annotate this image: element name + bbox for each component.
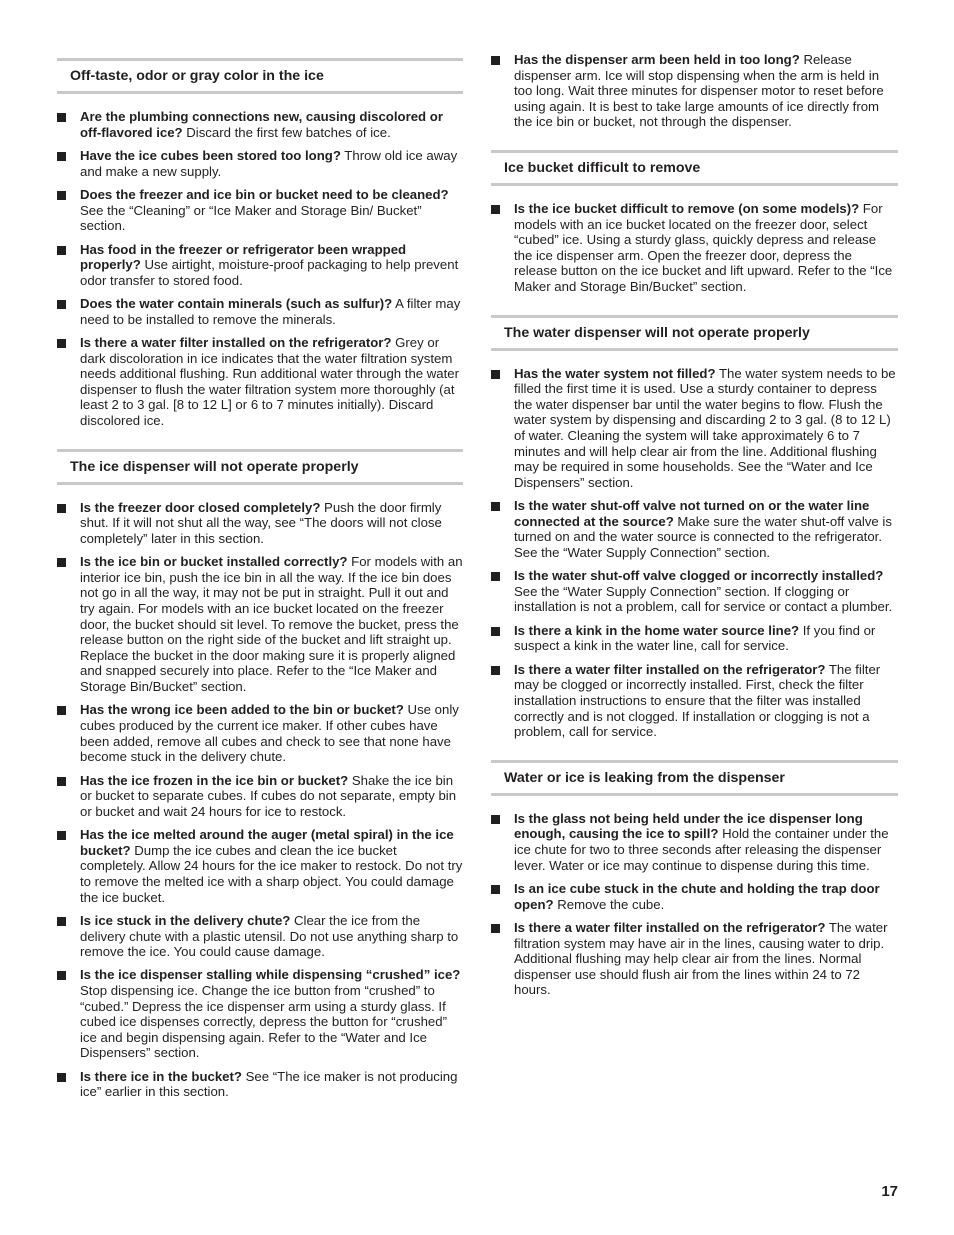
question: Has the ice melted around the auger (metal spiral) in the ice bucket? — [80, 827, 454, 858]
bullet-square-icon — [57, 1073, 66, 1082]
answer: A filter may need to be installed to remove the minerals. — [80, 296, 461, 327]
question: Is there ice in the bucket? — [80, 1068, 242, 1084]
answer: Hold the container under the ice chute for two to three seconds after releasing the dispenser lever. Water or ice may continue to dispense during this time. — [514, 826, 889, 873]
bullet-square-icon — [491, 572, 500, 581]
list-item — [491, 366, 898, 491]
answer: The water system needs to be filled the first time it is used. Use a sturdy container to depress the water dispenser bar until the water begins to flow. Flush the water system by dispensing and discarding 2 to 3 gal. (8 to 12 L) of water. Cleaning the system will take approximately 6 to 7 minutes and will help clear air from the line. Additional flushing may be required in some households. See the “Water and Ice Dispensers” section. — [514, 365, 896, 490]
item-list — [57, 500, 463, 1100]
section-heading: Off-taste, odor or gray color in the ice — [57, 58, 463, 94]
bullet-square-icon — [491, 370, 500, 379]
list-item — [491, 662, 898, 740]
item-list — [491, 811, 898, 998]
bullet-square-icon — [491, 205, 500, 214]
question: Has the wrong ice been added to the bin or bucket? — [80, 702, 404, 718]
answer: Remove the cube. — [553, 896, 665, 912]
list-item — [57, 242, 463, 289]
section-heading: Ice bucket difficult to remove — [491, 150, 898, 186]
question: Is there a kink in the home water source line? — [514, 622, 800, 638]
list-item — [491, 811, 898, 873]
section-continued — [491, 52, 898, 130]
item-list — [491, 52, 898, 130]
list-item — [57, 913, 463, 960]
left-column — [57, 50, 463, 1120]
bullet-square-icon — [491, 502, 500, 511]
question: Is the ice bin or bucket installed correctly? — [80, 554, 348, 570]
answer: See “The ice maker is not producing ice” earlier in this section. — [80, 1068, 458, 1100]
question: Is the water shut-off valve not turned on or the water line connected at the source? — [514, 498, 870, 529]
question: Is ice stuck in the delivery chute? — [80, 912, 291, 928]
answer: Discard the first few batches of ice. — [182, 124, 391, 140]
question: Is the ice bucket difficult to remove (on some models)? — [514, 200, 860, 216]
section-heading: Water or ice is leaking from the dispenser — [491, 760, 898, 796]
section-ice-bucket — [491, 150, 898, 295]
list-item — [57, 967, 463, 1061]
bullet-square-icon — [57, 191, 66, 200]
bullet-square-icon — [57, 971, 66, 980]
bullet-square-icon — [57, 113, 66, 122]
question: Have the ice cubes been stored too long? — [80, 147, 341, 163]
list-item — [491, 568, 898, 615]
item-list — [491, 201, 898, 295]
section-heading: The water dispenser will not operate properly — [491, 315, 898, 351]
right-column — [491, 52, 898, 1018]
question: Does the freezer and ice bin or bucket need to be cleaned? — [80, 186, 449, 202]
question: Has the water system not filled? — [514, 365, 716, 381]
answer: Dump the ice cubes and clean the ice bucket completely. Allow 24 hours for the ice maker to restock. Do not try to remove the melted ice with a sharp object. You could damage the ice bucket. — [80, 842, 463, 905]
list-item — [491, 201, 898, 295]
bullet-square-icon — [57, 706, 66, 715]
question: Has the dispenser arm been held in too long? — [514, 52, 800, 67]
list-item — [57, 1069, 463, 1100]
answer: See the “Water Supply Connection” section. If clogging or installation is not a problem, call for service or contact a plumber. — [514, 583, 893, 615]
question: Is there a water filter installed on the refrigerator? — [80, 335, 392, 351]
section-leaking — [491, 760, 898, 998]
list-item — [57, 827, 463, 905]
section-water-dispenser — [491, 315, 898, 740]
list-item — [57, 109, 463, 140]
answer: Use airtight, moisture-proof packaging to help prevent odor transfer to stored food. — [80, 257, 459, 288]
list-item — [491, 881, 898, 912]
list-item — [57, 187, 463, 234]
page-number: 17 — [881, 1183, 898, 1200]
list-item — [491, 920, 898, 998]
question: Are the plumbing connections new, causing discolored or off-flavored ice? — [80, 109, 443, 140]
question: Is an ice cube stuck in the chute and holding the trap door open? — [514, 880, 880, 912]
list-item — [57, 554, 463, 694]
answer: If you find or suspect a kink in the water line, call for service. — [514, 622, 876, 654]
answer: Throw old ice away and make a new supply. — [80, 147, 458, 179]
question: Is there a water filter installed on the refrigerator? — [514, 919, 826, 935]
list-item — [57, 148, 463, 179]
question: Has the ice frozen in the ice bin or bucket? — [80, 772, 349, 788]
bullet-square-icon — [491, 815, 500, 824]
bullet-square-icon — [491, 924, 500, 933]
answer: Shake the ice bin or bucket to separate cubes. If cubes do not separate, empty bin or bucket and wait 24 hours for ice to restock. — [80, 772, 457, 819]
question: Is the glass not being held under the ice dispenser long enough, causing the ice to spill? — [514, 810, 863, 842]
answer: Stop dispensing ice. Change the ice button from “crushed” to “cubed.” Depress the ice dispenser arm using a sturdy glass. If cubed ice dispenses correctly, depress the button for “crushed” ice and begin dispensing again. Refer to the “Water and Ice Dispensers” section. — [80, 983, 447, 1061]
section-ice-dispenser — [57, 449, 463, 1100]
bullet-square-icon — [57, 246, 66, 255]
question: Does the water contain minerals (such as sulfur)? — [80, 296, 393, 312]
bullet-square-icon — [57, 339, 66, 348]
item-list — [491, 366, 898, 740]
bullet-square-icon — [57, 300, 66, 309]
list-item — [491, 52, 898, 130]
answer: See the “Cleaning” or “Ice Maker and Storage Bin/ Bucket” section. — [80, 202, 422, 234]
bullet-square-icon — [491, 627, 500, 636]
question: Is there a water filter installed on the refrigerator? — [514, 661, 826, 677]
answer: Release dispenser arm. Ice will stop dispensing when the arm is held in too long. Wait three minutes for dispenser motor to reset before using again. It is best to take large amounts of ice directly from the ice bin or bucket, not through the dispenser. — [514, 52, 884, 130]
bullet-square-icon — [57, 152, 66, 161]
answer: The water filtration system may have air in the lines, causing water to drip. Additional flushing may help clear air from the lines. Normal dispenser use should flush air from the lines within 24 to 72 hours. — [514, 919, 888, 998]
list-item — [491, 498, 898, 560]
bullet-square-icon — [57, 777, 66, 786]
question: Is the freezer door closed completely? — [80, 499, 321, 515]
bullet-square-icon — [57, 831, 66, 840]
item-list — [57, 109, 463, 429]
bullet-square-icon — [57, 917, 66, 926]
list-item — [57, 296, 463, 327]
section-off-taste — [57, 58, 463, 429]
list-item — [57, 773, 463, 820]
question: Is the water shut-off valve clogged or incorrectly installed? — [514, 568, 884, 584]
list-item — [491, 623, 898, 654]
list-item — [57, 702, 463, 764]
bullet-square-icon — [491, 885, 500, 894]
section-heading: The ice dispenser will not operate properly — [57, 449, 463, 485]
list-item — [57, 335, 463, 429]
answer: Grey or dark discoloration in ice indicates that the water filtration system needs additional flushing. Run additional water through the water dispenser to flush the water filtration system more thoroughly (at least 2 to 3 gal. [8 to 12 L] or 6 to 7 minutes initially). Discard discolored ice. — [80, 335, 460, 429]
bullet-square-icon — [57, 558, 66, 567]
bullet-square-icon — [57, 504, 66, 513]
question: Is the ice dispenser stalling while dispensing “crushed” ice? — [80, 967, 461, 983]
answer: Clear the ice from the delivery chute with a plastic utensil. Do not use anything sharp to remove the ice. You could cause damage. — [80, 912, 459, 960]
list-item — [57, 500, 463, 547]
answer: Make sure the water shut-off valve is turned on and the water source is connected to the refrigerator. See the “Water Supply Connection” section. — [514, 513, 892, 560]
answer: Use only cubes produced by the current ice maker. If other cubes have been added, remove all cubes and check to see that none have become stuck in the delivery chute. — [80, 702, 459, 765]
answer: The filter may be clogged or incorrectly installed. First, check the filter installation instructions to ensure that the filter was installed correctly and is not clogged. If installation or clogging is not a problem, call for service. — [514, 661, 881, 740]
answer: For models with an interior ice bin, push the ice bin in all the way. If the ice bin does not go in all the way, it may not be put in straight. Pull it out and try again. For models with an ice bucket located on the freezer door, the bucket should sit level. To remove the bucket, press the release button on the right side of the bucket and lift straight up. Replace the bucket in the door making sure it is properly aligned and snapped securely into place. Refer to the “Ice Maker and Storage Bin/Bucket” section. — [80, 554, 463, 694]
bullet-square-icon — [491, 666, 500, 675]
bullet-square-icon — [491, 56, 500, 65]
question: Has food in the freezer or refrigerator been wrapped properly? — [80, 241, 407, 273]
answer: Push the door firmly shut. If it will not shut all the way, see “The doors will not close completely” later in this section. — [80, 499, 442, 546]
answer: For models with an ice bucket located on the freezer door, select “cubed” ice. Using a sturdy glass, quickly depress and release the ice dispenser arm. Open the freezer door, depress the release button on the ice bucket and lift upward. Refer to the “Ice Maker and Storage Bin/Bucket” section. — [514, 200, 893, 294]
